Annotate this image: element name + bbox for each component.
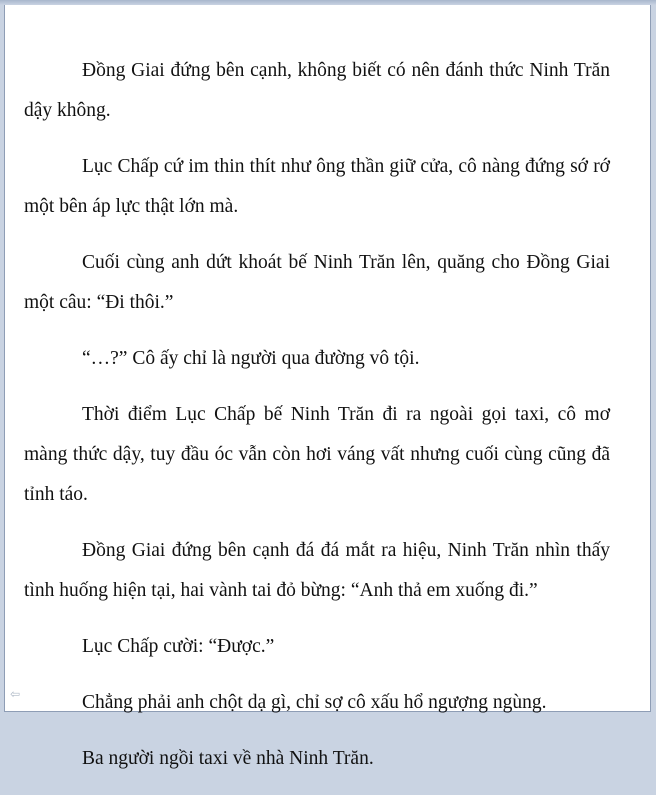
paragraph-8: Chẳng phải anh chột dạ gì, chỉ sợ cô xấu hổ ngượng ngùng. [82,692,547,713]
paragraph-2: Lục Chấp cứ im thin thít như ông thần giữ cửa, cô nàng đứng sớ rớ một bên áp lực thật lớn mà. [24,156,610,217]
paragraph-7: Lục Chấp cười: “Được.” [82,636,275,657]
paragraph-1: Đồng Giai đứng bên cạnh, không biết có nên đánh thức Ninh Trăn dậy không. [24,60,610,121]
document-page [4,5,651,769]
paragraph-4: “…?” Cô ấy chỉ là người qua đường vô tội. [82,348,420,369]
paragraph-9: Ba người ngồi taxi về nhà Ninh Trăn. [82,748,374,769]
paragraph-5: Thời điểm Lục Chấp bế Ninh Trăn đi ra ngoài gọi taxi, cô mơ màng thức dậy, tuy đầu óc vẫn còn hơi váng vất nhưng cuối cùng cũng đã tỉnh táo. [24,404,610,505]
page-text [24,51,610,795]
left-arrow-icon[interactable]: ⇦ [10,687,21,701]
paragraph-6: Đồng Giai đứng bên cạnh đá đá mắt ra hiệu, Ninh Trăn nhìn thấy tình huống hiện tại, hai vành tai đỏ bừng: “Anh thả em xuống đi.” [24,540,610,601]
paragraph-3: Cuối cùng anh dứt khoát bế Ninh Trăn lên, quăng cho Đồng Giai một câu: “Đi thôi.” [24,252,610,313]
